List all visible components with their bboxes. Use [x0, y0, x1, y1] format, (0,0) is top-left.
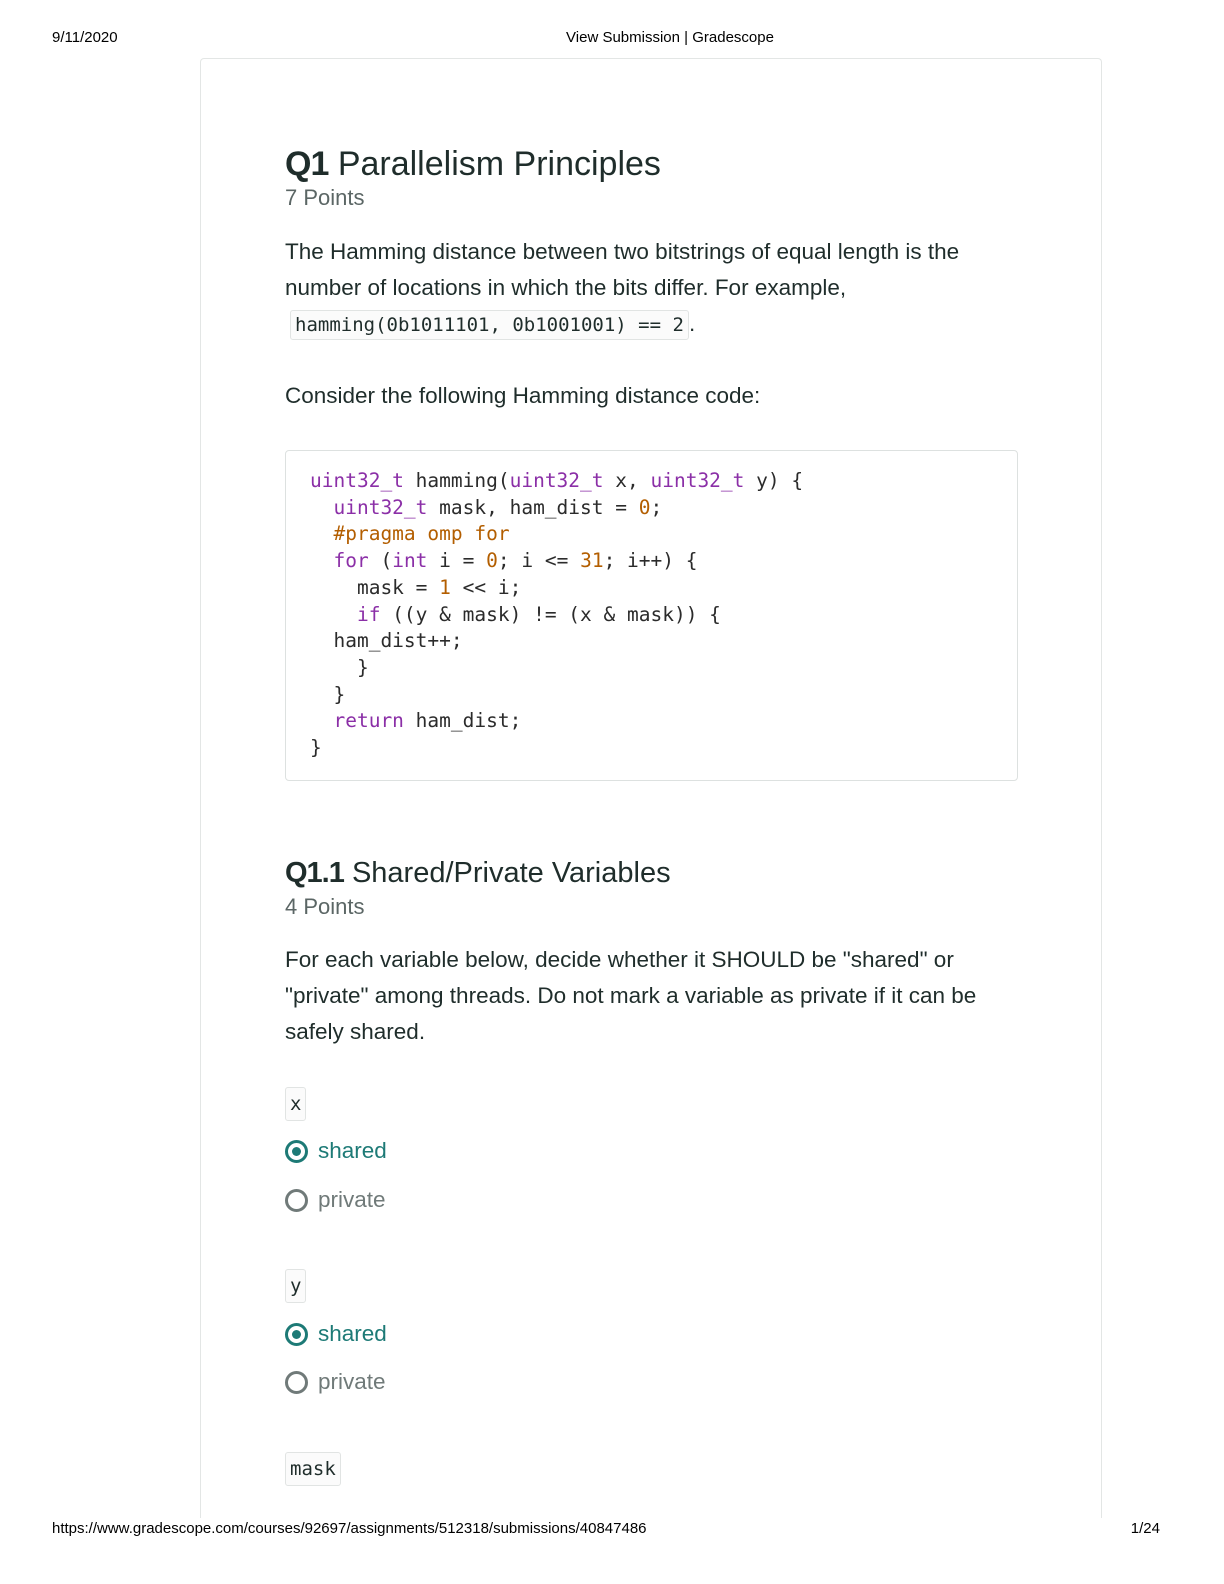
code-line: mask = 1 << i;: [310, 575, 522, 599]
code-line: }: [310, 682, 346, 706]
question-number: Q1: [285, 145, 329, 183]
question-title: [285, 144, 661, 184]
code-line: #pragma omp for: [333, 522, 510, 546]
print-header: [0, 29, 1224, 49]
code-line: }: [310, 655, 369, 679]
code-listing: [310, 468, 803, 762]
radio-unchecked-icon[interactable]: [285, 1371, 308, 1394]
radio-label: shared: [318, 1138, 387, 1163]
consider-text: Consider the following Hamming distance code:: [285, 383, 761, 408]
print-footer: [0, 1520, 1224, 1540]
code-line: ham_dist++;: [310, 629, 463, 653]
radio-unchecked-icon[interactable]: [285, 1189, 308, 1212]
code-line: uint32_t hamming(uint32_t x, uint32_t y) {: [310, 469, 804, 492]
code-line: return ham_dist;: [333, 709, 522, 733]
radio-label: private: [318, 1187, 386, 1212]
example-code: hamming(0b1011101, 0b1001001) == 2: [290, 310, 689, 340]
question-name: Parallelism Principles: [337, 145, 661, 183]
subquestion-title: [285, 853, 671, 893]
variable-label-mask: mask: [285, 1452, 341, 1486]
radio-label: private: [318, 1369, 386, 1394]
code-block: [285, 450, 1018, 781]
code-line: for (int i = 0; i <= 31; i++) {: [333, 549, 698, 573]
radio-checked-icon[interactable]: [285, 1323, 308, 1346]
subquestion-number: Q1.1: [285, 857, 344, 889]
variable-label-x: x: [285, 1087, 306, 1121]
radio-option-x-private[interactable]: [285, 1185, 386, 1215]
code-line: }: [310, 736, 322, 760]
code-line: if ((y & mask) != (x & mask)) {: [356, 602, 721, 626]
question-points: 7 Points: [285, 185, 365, 210]
radio-option-y-private[interactable]: [285, 1367, 386, 1397]
radio-label: shared: [318, 1321, 387, 1346]
print-page-number: 1/24: [1130, 1520, 1160, 1537]
intro-text: The Hamming distance between two bitstrings of equal length is the number of locations in which the bits differ. For example,: [285, 239, 960, 300]
subquestion-instructions: For each variable below, decide whether it SHOULD be "shared" or "private" among threads. Do not mark a variable as private if it can be safely shared.: [285, 947, 977, 1044]
variable-label-y: y: [285, 1269, 306, 1303]
print-url: https://www.gradescope.com/courses/92697/assignments/512318/submissions/40847486: [52, 1520, 647, 1537]
subquestion-name: Shared/Private Variables: [351, 857, 671, 889]
print-page-title: View Submission | Gradescope: [566, 29, 774, 46]
question-intro: [285, 234, 1019, 342]
code-line: uint32_t mask, ham_dist = 0;: [333, 495, 663, 519]
subquestion-points: 4 Points: [285, 894, 365, 919]
radio-option-y-shared[interactable]: [285, 1319, 387, 1349]
radio-checked-icon[interactable]: [285, 1140, 308, 1163]
radio-option-x-shared[interactable]: [285, 1136, 387, 1166]
example-suffix: .: [688, 311, 696, 336]
print-date: 9/11/2020: [52, 29, 118, 46]
